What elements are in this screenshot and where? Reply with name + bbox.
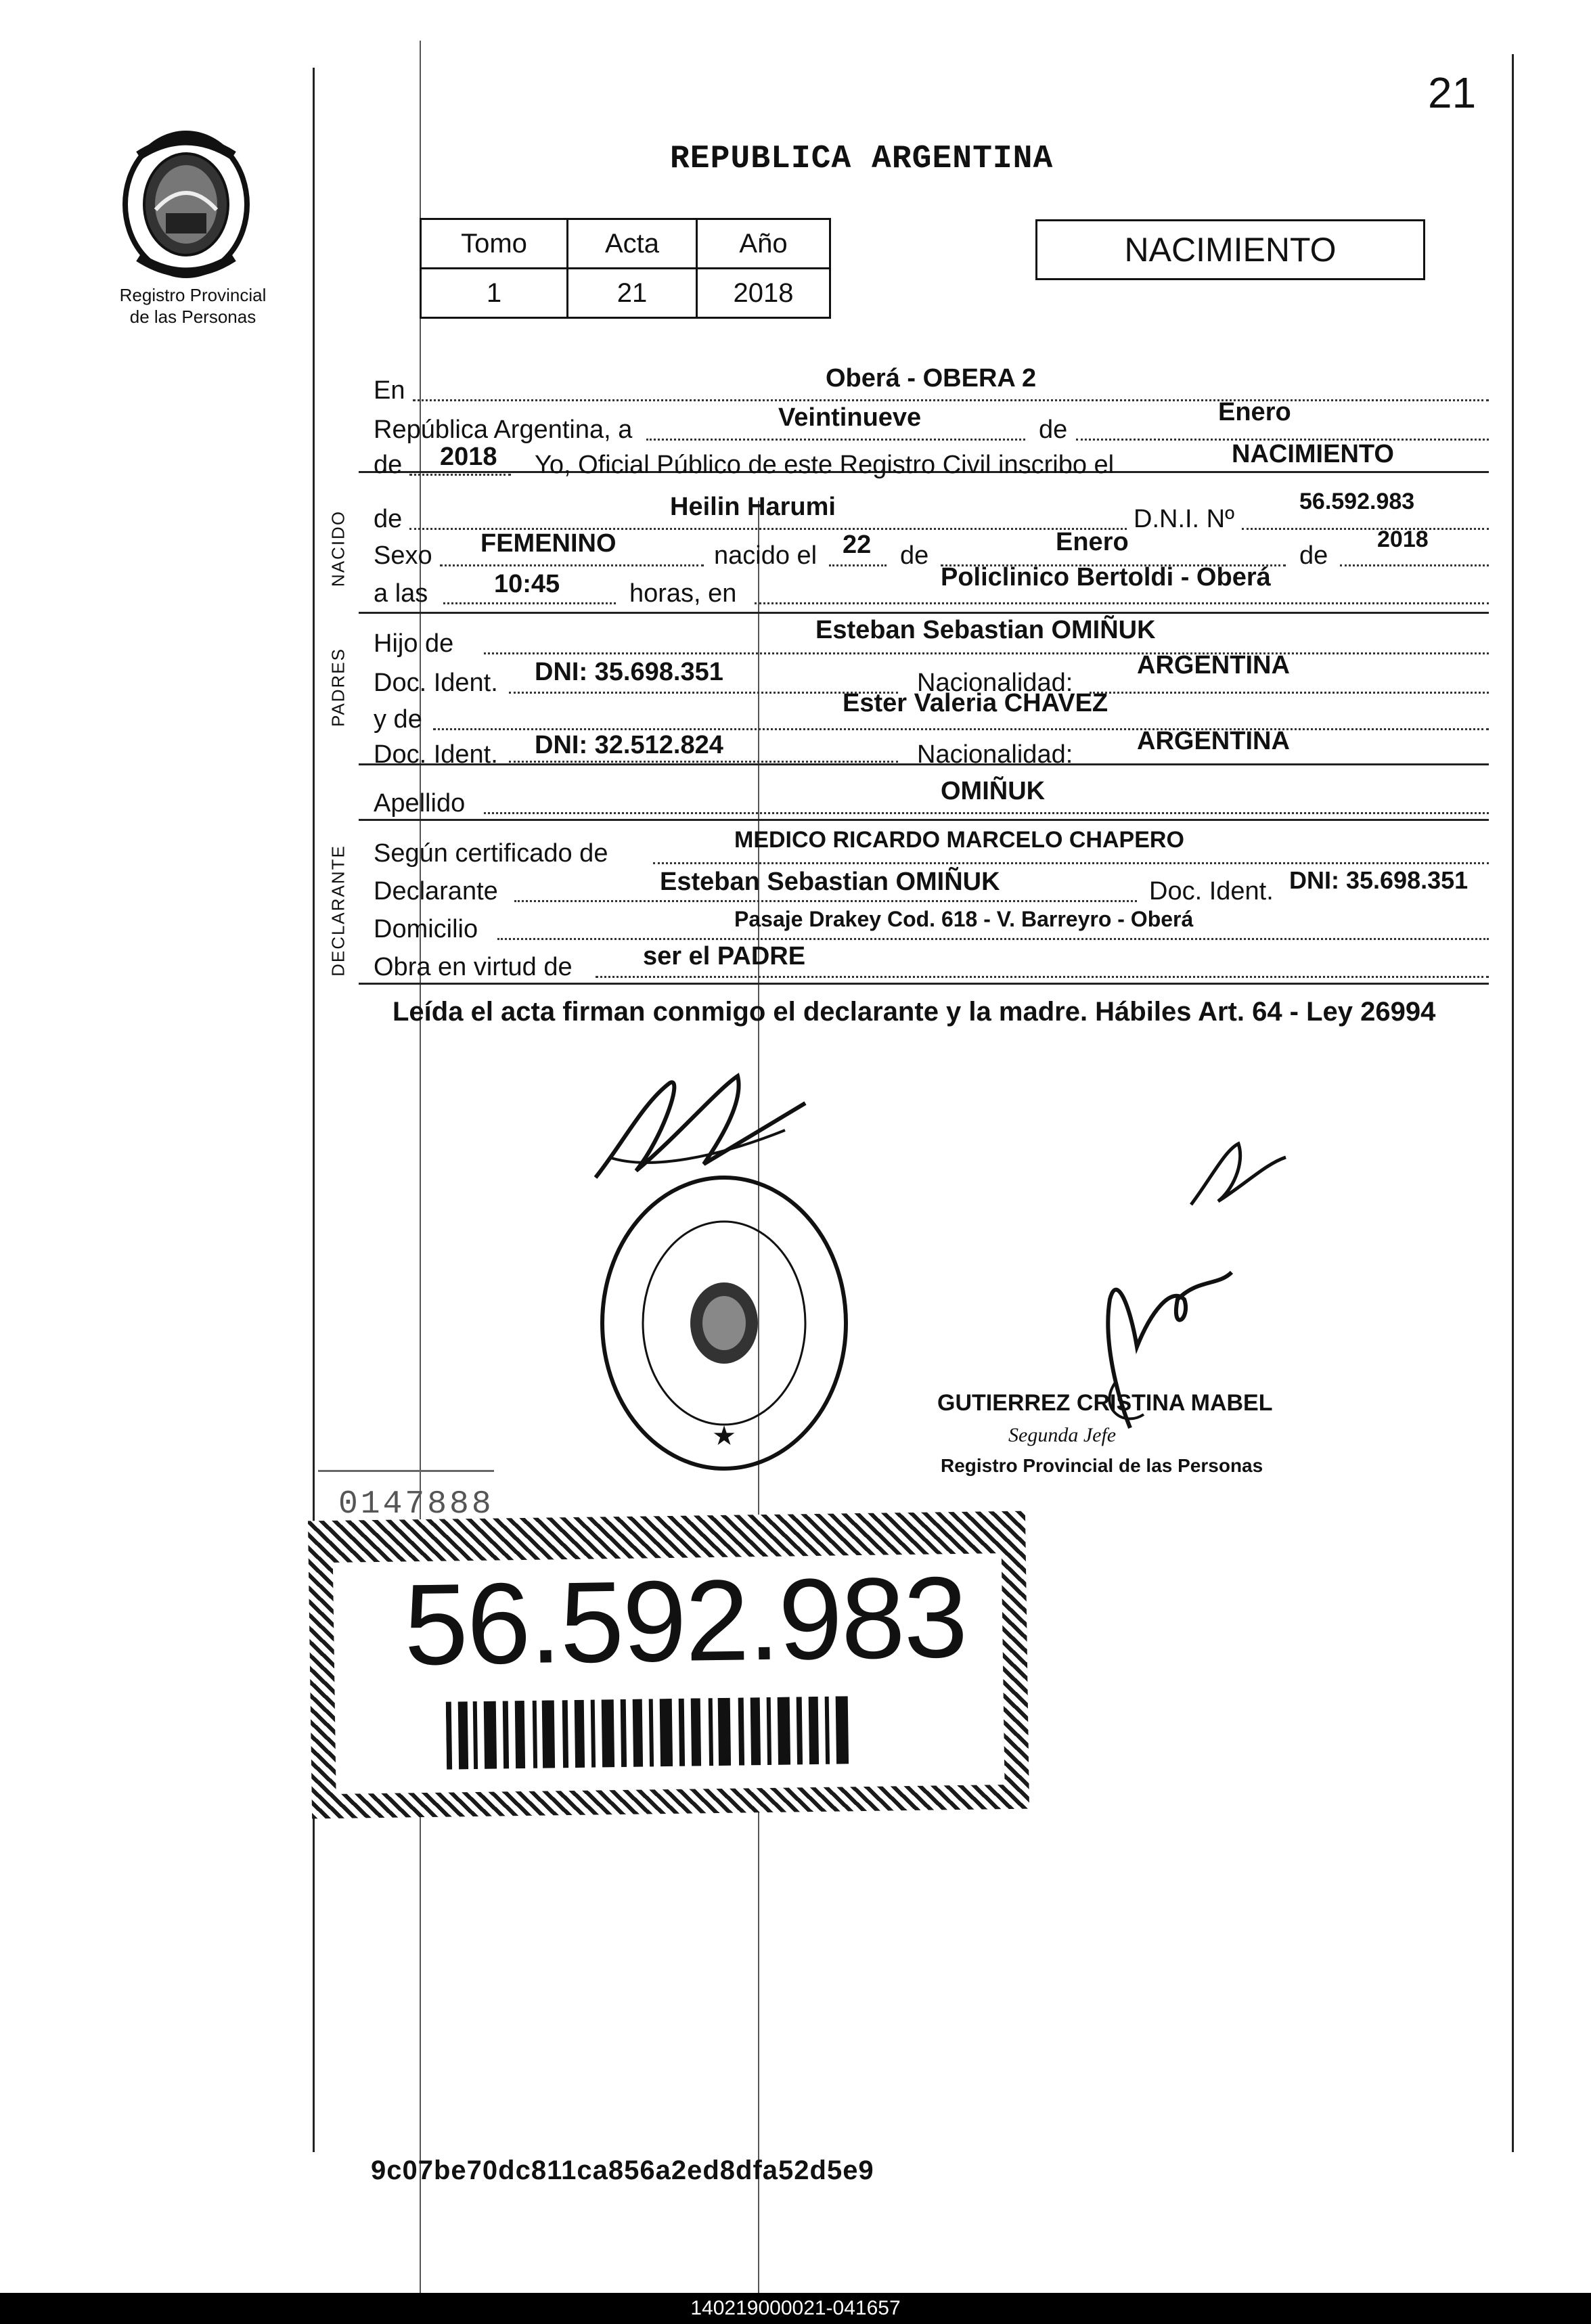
- de-label: de: [900, 541, 929, 570]
- obra-label: Obra en virtud de: [374, 953, 573, 981]
- table-row: [421, 269, 830, 318]
- dotted-line: [409, 474, 511, 476]
- registry-office-value: Oberá - OBERA 2: [826, 364, 1037, 393]
- birth-place-value: Policlinico Bertoldi - Oberá: [941, 563, 1271, 591]
- sexo-value: FEMENINO: [480, 529, 617, 558]
- dotted-line: [433, 728, 1489, 730]
- dotted-line: [413, 399, 1489, 401]
- separator-padres: [359, 612, 1489, 614]
- page-number: 21: [1428, 68, 1477, 117]
- separator-declarante: [359, 819, 1489, 821]
- closing-statement: Leída el acta firman conmigo el declarante y la madre. Hábiles Art. 64 - Ley 26994: [393, 997, 1436, 1027]
- registry-caption-line2: de las Personas: [129, 307, 256, 327]
- table-header-tomo: Tomo: [421, 219, 568, 269]
- left-margin-line: [313, 68, 315, 2152]
- de-label: de: [374, 451, 403, 479]
- footer-code-bar: 140219000021-041657: [0, 2293, 1591, 2324]
- official-role: Segunda Jefe: [1008, 1424, 1117, 1446]
- declarante-doc-value: DNI: 35.698.351: [1289, 866, 1469, 894]
- declarante-value: Esteban Sebastian OMIÑUK: [660, 868, 1000, 896]
- birth-year-value: 2018: [1377, 527, 1429, 552]
- table-cell-tomo: 1: [421, 269, 568, 318]
- right-margin-line: [1512, 54, 1514, 2152]
- segun-label: Según certificado de: [374, 839, 608, 868]
- section-label-padres: PADRES: [328, 648, 349, 727]
- dotted-line: [829, 564, 887, 566]
- year-value: 2018: [440, 443, 497, 471]
- nacido-label: nacido el: [714, 541, 817, 570]
- birth-time-value: 10:45: [494, 570, 560, 598]
- dotted-line: [509, 692, 898, 694]
- acta-type-box: NACIMIENTO: [1035, 219, 1425, 280]
- father-name-value: Esteban Sebastian OMIÑUK: [815, 616, 1156, 644]
- dotted-line: [1242, 528, 1489, 530]
- nombre-label: de: [374, 505, 403, 533]
- a-las-label: a las: [374, 579, 428, 608]
- dotted-line: [514, 900, 1137, 902]
- dotted-line: [440, 564, 704, 566]
- month-value: Enero: [1218, 398, 1291, 426]
- serial-divider: [318, 1470, 494, 1472]
- dotted-line: [484, 652, 1489, 654]
- declarante-doc-label: Doc. Ident.: [1149, 877, 1274, 906]
- apellido-label: Apellido: [374, 789, 466, 818]
- registry-delegation-seal: [596, 1171, 853, 1475]
- dotted-line: [755, 602, 1489, 604]
- dotted-line: [1090, 692, 1489, 694]
- dotted-line: [596, 976, 1489, 978]
- hijo-label: Hijo de: [374, 629, 454, 658]
- mother-nationality-value: ARGENTINA: [1137, 727, 1290, 755]
- country-title: REPUBLICA ARGENTINA: [670, 141, 1054, 177]
- table-cell-acta: 21: [568, 269, 697, 318]
- dni-label: D.N.I. Nº: [1134, 505, 1234, 533]
- registry-logo: [118, 129, 254, 281]
- sticker-dni-number: 56.592.983: [403, 1552, 968, 1690]
- official-office: Registro Provincial de las Personas: [941, 1455, 1263, 1476]
- declarante-label: Declarante: [374, 877, 498, 906]
- tomo-acta-table: [420, 218, 831, 319]
- de-label: de: [1039, 416, 1068, 444]
- obra-value: ser el PADRE: [643, 942, 806, 970]
- inscribo-label: Yo, Oficial Público de este Registro Civil inscribo el: [535, 451, 1115, 479]
- barcode-icon: [446, 1696, 866, 1776]
- table-header-acta: Acta: [568, 219, 697, 269]
- father-nationality-value: ARGENTINA: [1137, 651, 1290, 679]
- birth-month-value: Enero: [1056, 528, 1129, 556]
- table-cell-ano: 2018: [697, 269, 830, 318]
- domicilio-label: Domicilio: [374, 915, 478, 943]
- registry-caption: [95, 284, 291, 328]
- separator-end: [359, 983, 1489, 985]
- mother-doc-value: DNI: 32.512.824: [535, 731, 723, 759]
- en-label: En: [374, 376, 405, 405]
- signature-mother: [1178, 1137, 1299, 1218]
- section-label-nacido: NACIDO: [328, 510, 349, 587]
- dotted-line: [443, 602, 616, 604]
- document-hash: 9c07be70dc811ca856a2ed8dfa52d5e9: [371, 2155, 874, 2185]
- dotted-line: [1340, 564, 1489, 566]
- y-de-label: y de: [374, 705, 422, 734]
- dotted-line: [497, 938, 1489, 940]
- day-value: Veintinueve: [778, 403, 922, 432]
- certificado-value: MEDICO RICARDO MARCELO CHAPERO: [734, 827, 1184, 853]
- dotted-line: [509, 761, 898, 763]
- father-doc-value: DNI: 35.698.351: [535, 658, 723, 686]
- sexo-label: Sexo: [374, 541, 432, 570]
- birth-day-value: 22: [843, 531, 872, 559]
- fold-line-left: [420, 41, 421, 2321]
- section-label-declarante: DECLARANTE: [328, 845, 349, 977]
- svg-text:★: ★: [712, 1421, 736, 1451]
- delegation-stamp-icon: [596, 1171, 853, 1475]
- dotted-line: [646, 439, 1025, 441]
- republica-label: República Argentina, a: [374, 416, 633, 444]
- doc-ident-label: Doc. Ident.: [374, 669, 498, 697]
- apellido-value: OMIÑUK: [941, 777, 1046, 805]
- de-label: de: [1299, 541, 1328, 570]
- dni-value: 56.592.983: [1299, 489, 1415, 514]
- dni-sticker: [308, 1511, 1029, 1819]
- horas-label: horas, en: [629, 579, 737, 608]
- nacionalidad-label: Nacionalidad:: [917, 669, 1073, 697]
- official-name: GUTIERREZ CRISTINA MABEL: [937, 1390, 1273, 1416]
- inscribo-value: NACIMIENTO: [1232, 440, 1394, 468]
- nacionalidad-label: Nacionalidad:: [917, 740, 1073, 769]
- domicilio-value: Pasaje Drakey Cod. 618 - V. Barreyro - Oberá: [734, 907, 1194, 931]
- serial-number: 0147888: [338, 1486, 494, 1523]
- registry-caption-line1: Registro Provincial: [119, 285, 267, 305]
- table-header-row: [421, 219, 830, 269]
- mother-name-value: Ester Valeria CHAVEZ: [843, 689, 1108, 717]
- dotted-line: [653, 862, 1489, 864]
- table-header-ano: Año: [697, 219, 830, 269]
- dotted-line: [484, 812, 1489, 814]
- doc-ident-label: Doc. Ident.: [374, 740, 498, 769]
- province-seal-icon: [118, 129, 254, 281]
- child-name-value: Heilin Harumi: [670, 493, 836, 521]
